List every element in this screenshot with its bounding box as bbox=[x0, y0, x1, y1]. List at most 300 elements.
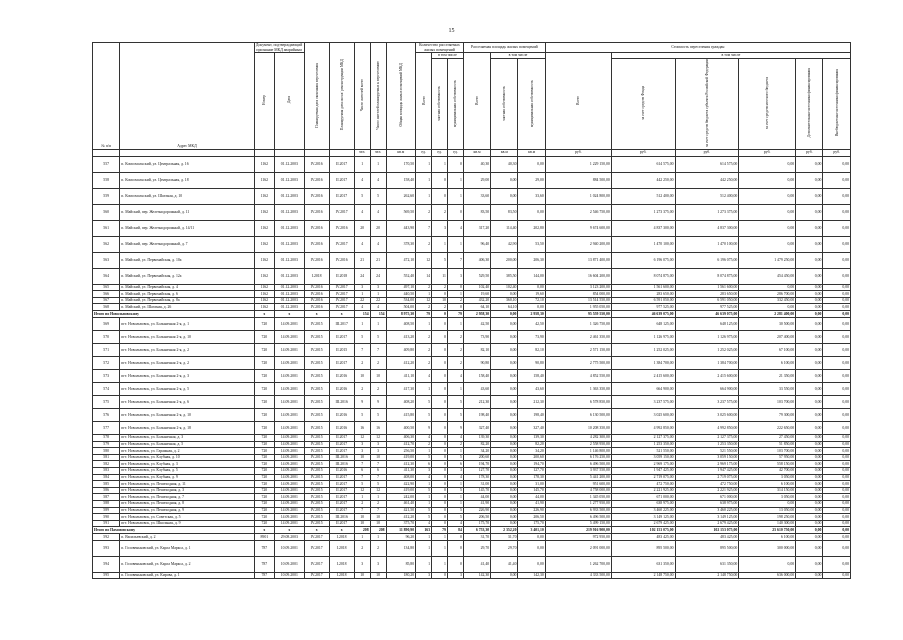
table-cell: 0,00 bbox=[823, 434, 851, 441]
table-cell: 19,60 bbox=[463, 291, 490, 298]
table-cell: IV.2015 bbox=[304, 448, 329, 455]
table-cell: 2 bbox=[354, 382, 370, 395]
table-cell: 442 250,00 bbox=[611, 172, 675, 188]
table-cell: 01.12.2003 bbox=[275, 172, 305, 188]
table-cell: 0,00 bbox=[823, 454, 851, 461]
table-row bbox=[93, 395, 851, 408]
table-cell: 21 350,00 bbox=[739, 369, 796, 382]
table-cell: 102 153 075,00 bbox=[675, 527, 739, 534]
table-cell: 0 bbox=[432, 343, 448, 356]
table-cell: 1 384 700,00 bbox=[611, 356, 675, 369]
address-cell: п. Комсомольский, ул. Центральная, д. 18 bbox=[120, 172, 254, 188]
table-cell: IV.2017 bbox=[304, 534, 329, 541]
table-cell: 0 bbox=[432, 172, 448, 188]
table-cell: 0,00 bbox=[796, 527, 823, 534]
table-cell: 3 059 150,00 bbox=[675, 454, 739, 461]
unit-cell bbox=[93, 149, 120, 156]
table-cell: IV.2015 bbox=[304, 421, 329, 434]
table-cell: 0 bbox=[432, 395, 448, 408]
row-number: 563 bbox=[93, 252, 120, 268]
table-row bbox=[93, 507, 851, 514]
table-cell: 636 000,00 bbox=[739, 572, 796, 579]
table-cell: 0,00 bbox=[491, 172, 518, 188]
table-cell: 0 bbox=[432, 188, 448, 204]
table-cell: II.2017 bbox=[329, 494, 354, 501]
table-cell: 12 bbox=[416, 297, 432, 304]
table-cell: 198,40 bbox=[463, 408, 490, 421]
table-cell: 14.09.2001 bbox=[275, 520, 305, 527]
table-cell: 3 401,10 bbox=[518, 527, 545, 534]
table-cell: 0,00 bbox=[796, 540, 823, 556]
row-number: 585 bbox=[93, 481, 120, 488]
row-number: 572 bbox=[93, 356, 120, 369]
table-cell: 127,70 bbox=[463, 467, 490, 474]
table-cell: 145,70 bbox=[463, 487, 490, 494]
table-cell: 720 bbox=[254, 520, 274, 527]
table-cell: 1 253 350,00 bbox=[611, 441, 675, 448]
table-cell: IV.2015 bbox=[304, 507, 329, 514]
table-cell: 0,00 bbox=[739, 156, 796, 172]
table-cell: 5 bbox=[447, 408, 463, 421]
table-cell: IV.2015 bbox=[304, 514, 329, 521]
table-cell: 419,00 bbox=[386, 454, 416, 461]
row-number: 578 bbox=[93, 434, 120, 441]
table-cell: 5 441 200,00 bbox=[545, 474, 611, 481]
table-cell: IV.2016 bbox=[304, 304, 329, 311]
table-cell: 720 bbox=[254, 494, 274, 501]
table-cell: 0,00 bbox=[796, 556, 823, 572]
table-cell: 10 bbox=[354, 572, 370, 579]
table-cell: 4 333 500,00 bbox=[545, 572, 611, 579]
header-rooms-incl: в том числе bbox=[432, 53, 464, 59]
table-cell: 5 bbox=[447, 395, 463, 408]
unit-cell: чел. bbox=[354, 149, 370, 156]
table-cell: 42,90 bbox=[491, 236, 518, 252]
address-cell: пгт. Новольвовск, ул. Больничная 2-я, д. 5 bbox=[120, 382, 254, 395]
table-cell: 226,90 bbox=[518, 507, 545, 514]
table-cell: 14.09.2001 bbox=[275, 500, 305, 507]
table-cell: 6 578 850,00 bbox=[545, 395, 611, 408]
table-cell: 720 bbox=[254, 500, 274, 507]
table-cell: 0,00 bbox=[823, 507, 851, 514]
table-cell: 0,00 bbox=[739, 284, 796, 291]
table-cell: 4 bbox=[354, 172, 370, 188]
table-cell: 0 bbox=[432, 356, 448, 369]
table-cell: 01.12.2003 bbox=[275, 304, 305, 311]
address-cell: пгт. Новольвовск, ул. Пешеходная, д. 8 bbox=[120, 500, 254, 507]
table-cell: 0 bbox=[432, 421, 448, 434]
table-cell: II.2015 bbox=[329, 343, 354, 356]
table-row bbox=[93, 474, 851, 481]
table-cell: 3 050,00 bbox=[739, 494, 796, 501]
table-cell: 262,60 bbox=[386, 188, 416, 204]
table-cell: 413,20 bbox=[386, 330, 416, 343]
row-number: 582 bbox=[93, 461, 120, 468]
unit-cell: кв.м bbox=[518, 149, 545, 156]
table-cell: 95 559 550,00 bbox=[545, 310, 611, 317]
table-cell: 440,50 bbox=[386, 291, 416, 298]
table-cell: 1 253 350,00 bbox=[675, 441, 739, 448]
table-cell: III.2016 bbox=[329, 395, 354, 408]
table-cell: 0,00 bbox=[823, 448, 851, 455]
unit-cell bbox=[329, 149, 354, 156]
table-cell: 2 679 425,00 bbox=[611, 520, 675, 527]
table-cell: 412,20 bbox=[386, 514, 416, 521]
table-cell: 3 050,00 bbox=[739, 474, 796, 481]
total-label: Итого по Пахомовскому bbox=[93, 527, 255, 534]
header-rooms-private: частная собственность bbox=[432, 59, 448, 150]
table-row bbox=[93, 236, 851, 252]
table-cell: 0,00 bbox=[491, 500, 518, 507]
table-cell: 472 750,00 bbox=[611, 481, 675, 488]
table-cell: 2 958,30 bbox=[463, 310, 490, 317]
table-cell: 0,00 bbox=[823, 500, 851, 507]
table-cell: IV.2016 bbox=[304, 291, 329, 298]
row-number: 577 bbox=[93, 421, 120, 434]
table-cell: 13 050,00 bbox=[739, 507, 796, 514]
row-number: 586 bbox=[93, 487, 120, 494]
row-number: 576 bbox=[93, 408, 120, 421]
table-cell: 1 bbox=[416, 291, 432, 298]
table-cell: 3 460 225,00 bbox=[675, 507, 739, 514]
table-cell: 12 bbox=[354, 434, 370, 441]
table-cell: 1 024 800,00 bbox=[545, 188, 611, 204]
table-cell: 1 bbox=[370, 291, 386, 298]
table-cell: x bbox=[254, 310, 274, 317]
table-cell: 1 bbox=[416, 448, 432, 455]
table-row bbox=[93, 297, 851, 304]
table-cell: 0,00 bbox=[796, 297, 823, 304]
table-cell: 0,00 bbox=[739, 204, 796, 220]
table-cell: 84 bbox=[447, 527, 463, 534]
table-cell: 142,30 bbox=[463, 572, 490, 579]
table-cell: 7 bbox=[370, 461, 386, 468]
table-cell: 3 123 200,00 bbox=[545, 284, 611, 291]
table-cell: 140 300,00 bbox=[739, 520, 796, 527]
table-cell: 0,00 bbox=[796, 421, 823, 434]
address-cell: пгт. Новольвовск, ул. Клубная, д. 5 bbox=[120, 467, 254, 474]
table-cell: 0,00 bbox=[796, 520, 823, 527]
table-row bbox=[93, 500, 851, 507]
table-cell: 96,40 bbox=[463, 236, 490, 252]
table-cell: 9 bbox=[447, 421, 463, 434]
table-cell: 5 bbox=[416, 487, 432, 494]
table-cell: 7 bbox=[354, 343, 370, 356]
table-cell: II.2018 bbox=[329, 268, 354, 284]
table-cell: IV.2017 bbox=[304, 540, 329, 556]
table-cell: 720 bbox=[254, 441, 274, 448]
table-cell: 198 250,00 bbox=[739, 514, 796, 521]
row-number: 592 bbox=[93, 534, 120, 541]
table-cell: 720 bbox=[254, 421, 274, 434]
table-cell: 27 450,00 bbox=[739, 434, 796, 441]
table-cell: 0 bbox=[432, 487, 448, 494]
table-cell: 1162 bbox=[254, 268, 274, 284]
table-cell: 2 bbox=[370, 382, 386, 395]
table-cell: 0,00 bbox=[823, 343, 851, 356]
table-cell: 194,70 bbox=[463, 461, 490, 468]
table-cell: x bbox=[275, 310, 305, 317]
table-cell: 10 bbox=[370, 454, 386, 461]
table-row bbox=[93, 494, 851, 501]
table-cell: 1 947 425,00 bbox=[675, 467, 739, 474]
table-cell: 2 679 425,00 bbox=[675, 520, 739, 527]
table-cell: II.2016 bbox=[329, 467, 354, 474]
table-cell: 14.09.2001 bbox=[275, 434, 305, 441]
table-cell: 4 bbox=[370, 304, 386, 311]
header-cost-group: Стоимость переселения граждан bbox=[545, 43, 850, 53]
table-cell: 14.09.2001 bbox=[275, 369, 305, 382]
table-cell: 286 700,00 bbox=[739, 291, 796, 298]
table-cell: 0,00 bbox=[796, 291, 823, 298]
table-cell: 0,00 bbox=[796, 514, 823, 521]
table-cell: 4 992 850,00 bbox=[611, 421, 675, 434]
table-cell: 90,80 bbox=[518, 356, 545, 369]
table-cell: 0,00 bbox=[739, 556, 796, 572]
table-cell: 219 916 900,00 bbox=[545, 527, 611, 534]
table-cell: 411,10 bbox=[386, 369, 416, 382]
table-cell: 4 bbox=[416, 369, 432, 382]
table-cell: 854 000,00 bbox=[545, 291, 611, 298]
table-cell: 1 561 600,00 bbox=[675, 284, 739, 291]
table-cell: 631 350,00 bbox=[611, 556, 675, 572]
table-cell: 01.12.2003 bbox=[275, 297, 305, 304]
table-cell: 31,00 bbox=[463, 481, 490, 488]
address-cell: пгт. Новольвовск, ул. Больничная 2-я, д. 18 bbox=[120, 421, 254, 434]
table-cell: 0,00 bbox=[823, 188, 851, 204]
table-cell: 242,00 bbox=[386, 494, 416, 501]
table-cell: IV.2016 bbox=[304, 220, 329, 236]
table-cell: 671 000,00 bbox=[611, 494, 675, 501]
table-cell: 2 bbox=[416, 236, 432, 252]
table-cell: 512 400,00 bbox=[675, 188, 739, 204]
table-cell: 14.09.2001 bbox=[275, 481, 305, 488]
table-row bbox=[93, 441, 851, 448]
table-cell: 29,00 bbox=[463, 172, 490, 188]
table-cell: 3 149 125,00 bbox=[611, 514, 675, 521]
table-cell: 720 bbox=[254, 369, 274, 382]
table-cell: 82,20 bbox=[463, 441, 490, 448]
table-cell: II.2017 bbox=[329, 434, 354, 441]
address-cell: пгт. Новольвовск, ул. Пешеходная, д. 11 bbox=[120, 481, 254, 488]
table-cell: 4 bbox=[354, 204, 370, 220]
table-cell: 212,30 bbox=[518, 395, 545, 408]
table-cell: 0,00 bbox=[823, 474, 851, 481]
unit-cell bbox=[254, 149, 274, 156]
table-cell: 5 bbox=[416, 507, 432, 514]
table-cell: 483 425,00 bbox=[611, 534, 675, 541]
address-cell: пгт. Новольвовск, ул. Больничная 2-я, д. 10 bbox=[120, 330, 254, 343]
table-cell: 10.09.2001 bbox=[275, 540, 305, 556]
table-cell: 5 bbox=[354, 408, 370, 421]
table-cell: 206,50 bbox=[463, 514, 490, 521]
table-cell: 0 bbox=[432, 454, 448, 461]
table-cell: IV.2015 bbox=[304, 467, 329, 474]
table-cell: 521 550,00 bbox=[611, 448, 675, 455]
address-cell: п. Майский, пер. Железнодорожный, д. 14/11 bbox=[120, 220, 254, 236]
address-cell: п. Майский, ул. Первомайская, д. 12а bbox=[120, 268, 254, 284]
table-cell: 139,30 bbox=[518, 434, 545, 441]
table-cell: 0,00 bbox=[491, 434, 518, 441]
table-cell: 569,50 bbox=[386, 204, 416, 220]
table-cell: 2 558 950,00 bbox=[545, 441, 611, 448]
table-cell: 0,00 bbox=[491, 441, 518, 448]
table-cell: 2 bbox=[447, 297, 463, 304]
table-cell: 1 126 975,00 bbox=[675, 330, 739, 343]
table-cell: 0,00 bbox=[796, 494, 823, 501]
table-cell: 14.09.2001 bbox=[275, 514, 305, 521]
table-cell: 3 059 150,00 bbox=[611, 454, 675, 461]
table-row bbox=[93, 572, 851, 579]
table-cell: 0,00 bbox=[491, 188, 518, 204]
header-subject-budget: за счет средств бюджета субъекта Российской Федерации bbox=[675, 59, 739, 150]
table-cell: 0,00 bbox=[823, 291, 851, 298]
table-cell: 4 bbox=[447, 520, 463, 527]
header-cost-incl: в том числе bbox=[611, 53, 850, 59]
table-cell: 2 352,20 bbox=[491, 527, 518, 534]
table-cell: 53,50 bbox=[518, 236, 545, 252]
table-cell: 0,00 bbox=[796, 382, 823, 395]
table-cell: 0,00 bbox=[823, 534, 851, 541]
table-cell: 7 bbox=[447, 252, 463, 268]
table-cell: 22 bbox=[370, 297, 386, 304]
table-cell: 14.09.2001 bbox=[275, 382, 305, 395]
table-cell: 14 bbox=[416, 268, 432, 284]
table-cell: 13 871 400,00 bbox=[545, 252, 611, 268]
table-cell: 1 470 100,00 bbox=[675, 236, 739, 252]
table-cell: 2 969 175,00 bbox=[675, 461, 739, 468]
table-cell: 884 500,00 bbox=[545, 172, 611, 188]
table-cell: 200,60 bbox=[463, 454, 490, 461]
table-cell: 0,00 bbox=[739, 236, 796, 252]
table-cell: 0 bbox=[432, 291, 448, 298]
table-row bbox=[93, 514, 851, 521]
table-cell: 102,40 bbox=[491, 284, 518, 291]
row-number: 558 bbox=[93, 172, 120, 188]
table-cell: 31,70 bbox=[463, 534, 490, 541]
table-cell: 0,00 bbox=[823, 356, 851, 369]
table-cell: 0,00 bbox=[796, 454, 823, 461]
table-cell: 977 525,00 bbox=[611, 304, 675, 311]
unit-cell: руб. bbox=[739, 149, 796, 156]
table-cell: IV.2015 bbox=[304, 474, 329, 481]
table-cell: 14.09.2001 bbox=[275, 343, 305, 356]
table-cell: 1 146 800,00 bbox=[545, 448, 611, 455]
table-cell: IV.2017 bbox=[304, 572, 329, 579]
table-cell: 4 bbox=[447, 474, 463, 481]
table-cell: 6 100,00 bbox=[739, 356, 796, 369]
table-cell: 0 bbox=[447, 534, 463, 541]
table-cell: IV.2015 bbox=[304, 317, 329, 330]
table-cell: 4 bbox=[370, 236, 386, 252]
address-cell: пгт. Новольвовск, ул. Клубная, д. 3 bbox=[120, 461, 254, 468]
table-row bbox=[93, 317, 851, 330]
row-number: 557 bbox=[93, 156, 120, 172]
table-cell: 472,10 bbox=[386, 252, 416, 268]
address-cell: п. Майский, ул. Первомайская, д. 4 bbox=[120, 284, 254, 291]
table-cell: 1162 bbox=[254, 204, 274, 220]
table-cell: 720 bbox=[254, 343, 274, 356]
header-planned-relocation: Планируемая дата окончания переселения bbox=[304, 43, 329, 150]
table-cell: 8901 bbox=[254, 534, 274, 541]
table-cell: 12 bbox=[370, 487, 386, 494]
table-row bbox=[93, 481, 851, 488]
table-cell: 406,30 bbox=[463, 252, 490, 268]
header-rooms-municipal: муниципальная собственность bbox=[447, 59, 463, 150]
table-cell: 154 bbox=[354, 310, 370, 317]
table-cell: IV.2015 bbox=[304, 434, 329, 441]
table-cell: 327,40 bbox=[463, 421, 490, 434]
table-cell: 0,00 bbox=[796, 317, 823, 330]
table-cell: 0,00 bbox=[518, 156, 545, 172]
table-cell: 1 bbox=[447, 291, 463, 298]
relocation-register-table bbox=[92, 42, 851, 579]
table-cell: II.2017 bbox=[329, 507, 354, 514]
table-cell: 01.12.2003 bbox=[275, 220, 305, 236]
table-cell: II.2016 bbox=[329, 369, 354, 382]
table-cell: 207 400,00 bbox=[739, 330, 796, 343]
table-cell: 40,30 bbox=[491, 156, 518, 172]
table-cell: 1 bbox=[370, 494, 386, 501]
address-cell: п. Комсомольский, ул. Центральная, д. 16 bbox=[120, 156, 254, 172]
table-cell: 14.09.2001 bbox=[275, 487, 305, 494]
table-cell: 2 958,30 bbox=[518, 310, 545, 317]
table-cell: IV.2017 bbox=[329, 204, 354, 220]
header-address: Адрес МКД bbox=[120, 43, 254, 150]
table-cell: 1 bbox=[416, 481, 432, 488]
table-cell: 0,00 bbox=[491, 487, 518, 494]
table-cell: 178,30 bbox=[518, 474, 545, 481]
table-cell: 2 148 750,00 bbox=[611, 572, 675, 579]
row-number: 568 bbox=[93, 304, 120, 311]
table-cell: 2 bbox=[416, 204, 432, 220]
table-cell: 01.12.2003 bbox=[275, 284, 305, 291]
table-cell: 24 bbox=[354, 268, 370, 284]
row-number: 589 bbox=[93, 507, 120, 514]
header-total-area: Общая площадь жилых помещений МКД bbox=[386, 43, 416, 150]
table-cell: 1 bbox=[447, 317, 463, 330]
row-number: 590 bbox=[93, 514, 120, 521]
table-cell: 14.09.2001 bbox=[275, 330, 305, 343]
table-cell: 0,00 bbox=[796, 481, 823, 488]
table-cell: 85,80 bbox=[386, 556, 416, 572]
header-residents-to-relocate: Число жителей планируемых к переселению bbox=[370, 43, 386, 150]
table-cell: 4 bbox=[447, 434, 463, 441]
table-cell: 11 890,90 bbox=[386, 527, 416, 534]
table-cell: 0,00 bbox=[491, 507, 518, 514]
table-cell: 0 bbox=[432, 514, 448, 521]
table-cell: 0,00 bbox=[518, 534, 545, 541]
table-cell: 1 bbox=[432, 556, 448, 572]
table-cell: 103 700,00 bbox=[739, 395, 796, 408]
table-cell: 417,30 bbox=[386, 382, 416, 395]
table-cell: 0 bbox=[432, 369, 448, 382]
address-cell: пгт. Новольвовск, ул. Больничная 2-я, д. 2 bbox=[120, 343, 254, 356]
table-cell: 0,00 bbox=[491, 454, 518, 461]
row-number: 588 bbox=[93, 500, 120, 507]
table-cell: 720 bbox=[254, 461, 274, 468]
header-doc-date: Дата bbox=[275, 53, 305, 150]
table-cell: 0 bbox=[432, 310, 448, 317]
table-cell: 720 bbox=[254, 408, 274, 421]
table-cell: 114,40 bbox=[491, 220, 518, 236]
table-row bbox=[93, 330, 851, 343]
table-row bbox=[93, 284, 851, 291]
table-cell: 2 bbox=[447, 441, 463, 448]
table-cell: 3 bbox=[447, 268, 463, 284]
table-cell: 951 600,00 bbox=[545, 481, 611, 488]
table-cell: 0,00 bbox=[823, 252, 851, 268]
